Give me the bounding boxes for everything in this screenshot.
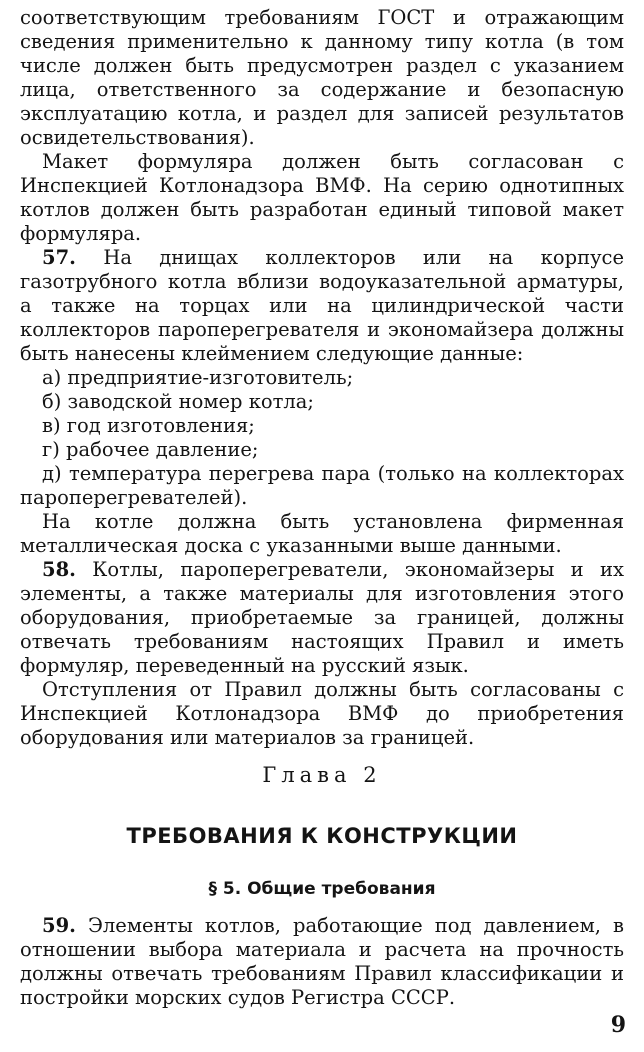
paragraph-number: 59.: [42, 914, 76, 937]
page-body: [20, 6, 624, 1009]
paragraph-59: [20, 914, 624, 1010]
paragraph-text: На днищах коллекторов или на корпусе газотрубного котла вблизи водоуказательной арматуры, а также на торцах или на цилиндрической части коллекторов пароперегревателя и экономайзера должны быть нанесены клеймением следующие данные:: [20, 246, 624, 365]
page-number: 9: [610, 1012, 626, 1038]
list-item: б) заводской номер котла;: [42, 390, 315, 413]
paragraph-number: 58.: [42, 558, 76, 581]
chapter-title: ТРЕБОВАНИЯ К КОНСТРУКЦИИ: [126, 824, 518, 848]
list-item: в) год изготовления;: [42, 414, 255, 437]
list-item: д) температура перегрева пара (только на коллекторах пароперегревателей).: [20, 462, 624, 509]
paragraph-57: [20, 246, 624, 366]
paragraph-number: 57.: [42, 246, 76, 269]
paragraph-text: Элементы котлов, работающие под давлением, в отношении выбора материала и расчета на прочность должны отвечать требованиям Правил классификации и постройки морских судов Регистра СССР.: [20, 914, 624, 1009]
list-item: а) предприятие-изготовитель;: [42, 366, 354, 389]
paragraph-continued: соответствующим требованиям ГОСТ и отражающим сведения применительно к данному типу котла (в том числе должен быть предусмотрен раздел с указанием лица, ответственного за содержание и безопасную эксплуатацию котла, и раздел для записей результатов освидетельствования).: [20, 6, 624, 149]
paragraph-58: [20, 558, 624, 678]
chapter-label: Глава 2: [262, 763, 382, 787]
section-title: § 5. Общие требования: [208, 879, 436, 899]
list-item: г) рабочее давление;: [42, 438, 259, 461]
paragraph-text: Котлы, пароперегреватели, экономайзеры и их элементы, а также материалы для изготовления этого оборудования, приобретаемые за границей, должны отвечать требованиям настоящих Правил и иметь формуляр, переведенный на русский язык.: [20, 558, 624, 677]
paragraph-form-layout: Макет формуляра должен быть согласован с Инспекцией Котлонадзора ВМФ. На серию однотипных котлов должен быть разработан единый типовой макет формуляра.: [20, 150, 624, 245]
paragraph-nameplate: На котле должна быть установлена фирменная металлическая доска с указанными выше данными.: [20, 510, 624, 557]
section-body: [20, 914, 624, 1010]
paragraph-deviations: Отступления от Правил должны быть согласованы с Инспекцией Котлонадзора ВМФ до приобретения оборудования или материалов за границей.: [20, 678, 624, 749]
